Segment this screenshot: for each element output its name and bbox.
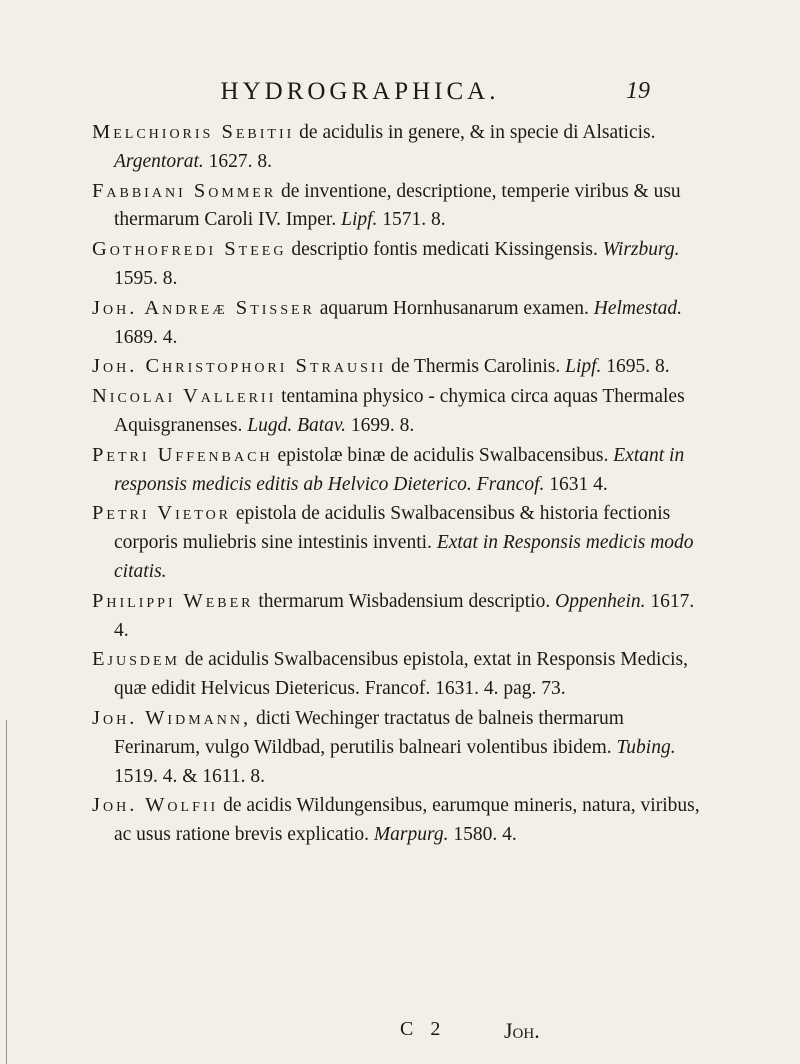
entry-detail: 1571. 8. [382,209,446,231]
bibliography-entry [92,441,704,500]
entry-imprint: Helmestad. [593,297,683,319]
entry-author: Gothofredi Steeg [92,238,287,261]
entry-detail: 1519. 4. & 1611. 8. [114,765,265,787]
entry-title: de acidulis in genere, & in specie di Alsaticis. [299,122,656,143]
signature-mark: C 2 [400,1018,447,1040]
entry-author: Petri Uffenbach [92,443,273,466]
entry-title: descriptio fontis medicati Kissingensis. [291,239,598,261]
entry-detail: 1689. 4. [114,326,178,348]
entry-title: aquarum Hornhusanarum examen. [319,297,589,319]
entry-title: de inventione, descriptione, temperie viribus & usu thermarum Caroli IV. Imper. [114,180,681,231]
entry-title: thermarum Wisbadensium descriptio. [258,590,551,612]
bibliography-entry [92,704,704,791]
page-number: 19 [626,78,650,104]
entry-imprint: Tubing. [616,736,676,758]
entry-detail: 1699. 8. [350,414,415,436]
entry-author: Nicolai Vallerii [92,385,277,408]
entry-detail: 1627. 8. [208,150,272,172]
entry-author: Melchioris Sebitii [92,121,295,143]
entry-title: de acidulis Swalbacensibus epistola, extat in Responsis Medicis, quæ edidit Helvicus Dietericus. Francof. [114,649,688,700]
bibliography-entry [92,587,704,646]
entry-detail: 1595. 8. [114,267,178,289]
entry-author: Joh. Wolfii [92,794,219,817]
bibliography-entry [92,645,704,704]
entry-imprint: Wirzburg. [602,239,680,261]
bibliography-entry [92,235,704,294]
entry-title: dicti Wechinger tractatus de balneis thermarum Ferinarum, vulgo Wildbad, perutilis balneari volentibus ibidem. [114,707,624,758]
entry-author: Joh. Widmann, [92,706,252,729]
entry-title: epistolæ binæ de acidulis Swalbacensibus. [277,444,609,466]
entry-title: de Thermis Carolinis. [391,356,561,378]
entry-author: Fabbiani Sommer [92,179,277,202]
bibliography-entry [92,118,704,177]
bibliography-entry [92,294,704,353]
entry-author: Joh. Christophori Strausii [92,355,387,378]
bibliography-list [92,118,704,850]
entry-author: Petri Vietor [92,502,232,525]
bibliography-entry [92,791,704,850]
bibliography-entry [92,382,704,441]
entry-author: Joh. Andreæ Stisser [92,296,315,319]
entry-title: epistola de acidulis Swalbacensibus & historia fectionis corporis muliebris sine intestinis inventi. [114,503,671,554]
entry-detail: 1631. 4. pag. 73. [435,678,566,700]
entry-detail: 1631 4. [549,473,608,495]
entry-title: tentamina physico - chymica circa aquas Thermales Aquisgranenses. [114,386,685,436]
bibliography-entry [92,352,704,382]
entry-detail: 1695. 8. [606,356,670,378]
entry-imprint: Lipf. [341,209,378,231]
entry-imprint: Lipf. [565,356,602,378]
running-head: HYDROGRAPHICA. [220,78,500,105]
entry-imprint: Marpurg. [373,824,449,846]
entry-imprint: Extat in Responsis medicis modo citatis. [114,532,694,582]
entry-detail: 1580. 4. [453,824,517,846]
catchword: Joh. [504,1018,540,1043]
entry-imprint: Extant in responsis medicis editis ab Helvico Dieterico. Francof. [114,444,685,495]
entry-imprint: Argentorat. [114,150,204,172]
entry-imprint: Oppenhein. [555,590,646,612]
entry-author: Philippi Weber [92,589,254,612]
bibliography-entry [92,177,704,236]
bibliography-entry [92,499,704,586]
entry-author: Ejusdem [92,648,180,671]
entry-detail: 1617. 4. [114,590,695,641]
binding-edge-line [6,720,7,1064]
entry-title: de acidis Wildungensibus, earumque mineris, natura, viribus, ac usus ratione brevis explicatio. [114,795,700,846]
entry-imprint: Lugd. Batav. [247,414,346,436]
